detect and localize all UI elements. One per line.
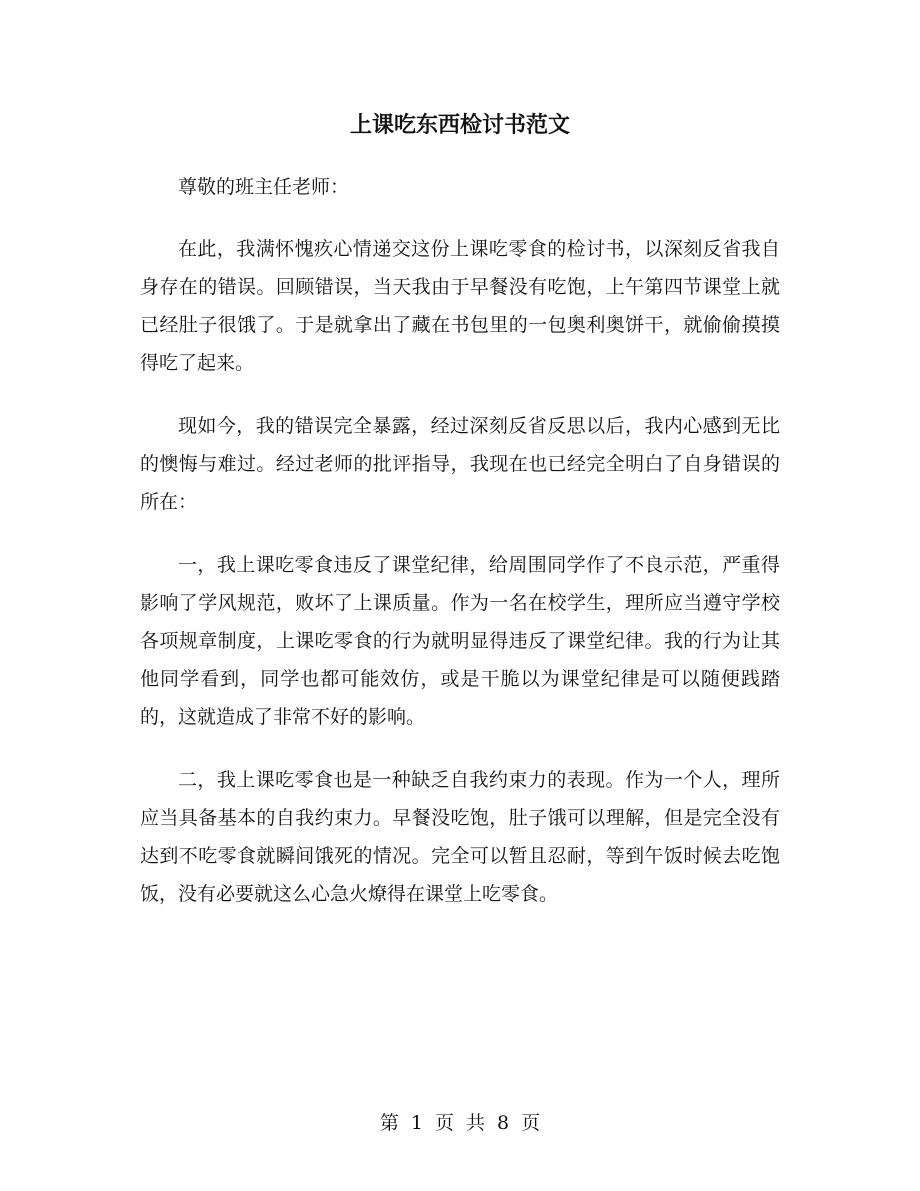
paragraph-point-one: 一，我上课吃零食违反了课堂纪律，给周围同学作了不良示范，严重得影响了学风规范，败坏了上课质量。作为一名在校学生，理所应当遵守学校各项规章制度，上课吃零食的行为就明显得违反了课堂纪律。我的行为让其他同学看到，同学也都可能效仿，或是干脆以为课堂纪律是可以随便践踏的，这就造成了非常不好的影响。: [140, 554, 780, 728]
salutation: 尊敬的班主任老师：: [178, 176, 350, 198]
document-title: 上课吃东西检讨书范文: [349, 112, 570, 138]
paragraph-intro: 在此，我满怀愧疚心情递交这份上课吃零食的检讨书，以深刻反省我自身存在的错误。回顾错误，当天我由于早餐没有吃饱，上午第四节课堂上就已经肚子很饿了。于是就拿出了藏在书包里的一包奥利奥饼干，就偷偷摸摸得吃了起来。: [140, 238, 780, 374]
page-number-footer: 第 1 页 共 8 页: [379, 1112, 541, 1134]
document-body: [140, 168, 780, 938]
paragraph-reflection: 现如今，我的错误完全暴露，经过深刻反省反思以后，我内心感到无比的懊悔与难过。经过老师的批评指导，我现在也已经完全明白了自身错误的所在：: [140, 415, 780, 513]
paragraph-point-two: 二，我上课吃零食也是一种缺乏自我约束力的表现。作为一个人，理所应当具备基本的自我约束力。早餐没吃饱，肚子饿可以理解，但是完全没有达到不吃零食就瞬间饿死的情况。完全可以暂且忍耐，等到午饭时候去吃饱饭，没有必要就这么心急火燎得在课堂上吃零食。: [140, 769, 780, 905]
